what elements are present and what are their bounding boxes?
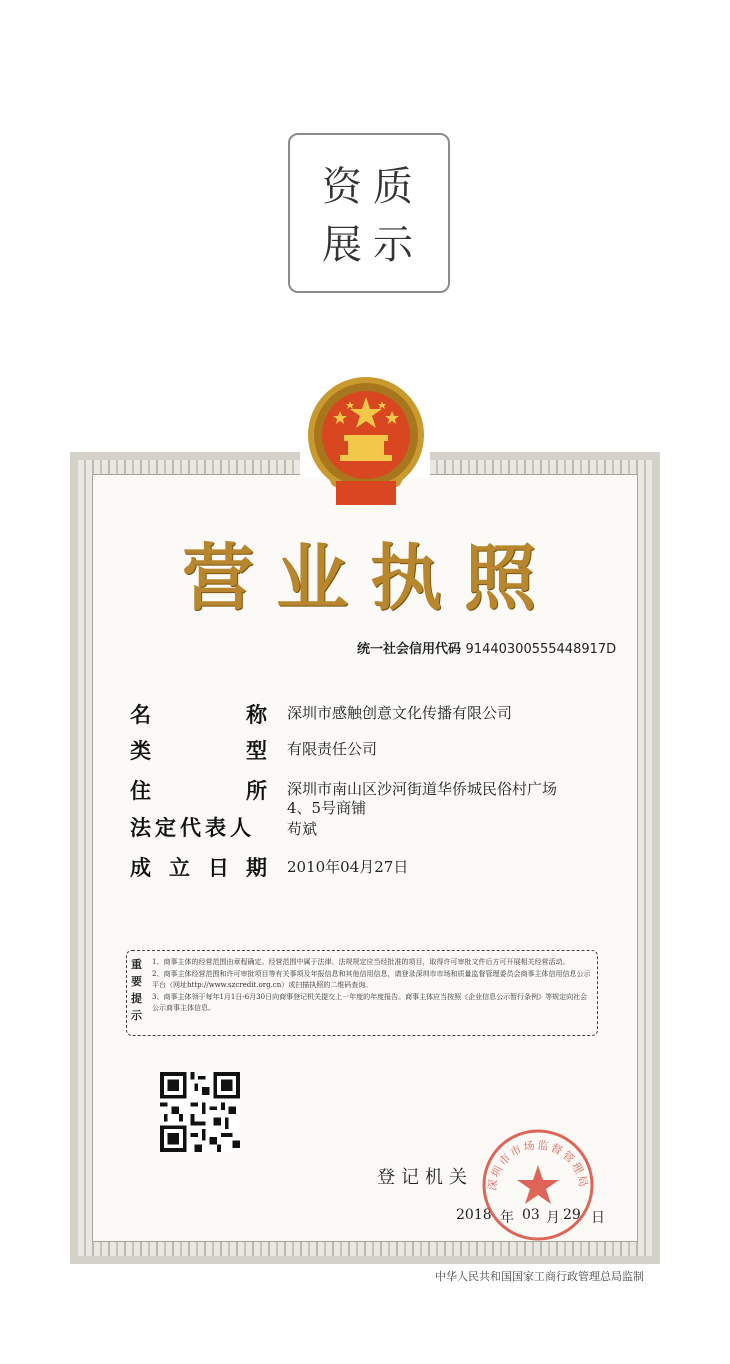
section-label-box <box>288 133 450 293</box>
field-value-name: 深圳市感触创意文化传播有限公司 <box>287 704 513 722</box>
label-char-3: 展 <box>322 222 362 268</box>
field-value-address <box>287 780 597 818</box>
note-item: 1、商事主体的经营范围由章程确定。经营范围中属于法律、法规规定应当经批准的项目，取得许可审批文件后方可开展相关经营活动。 <box>152 958 570 966</box>
label-char-1: 资 <box>322 164 362 210</box>
date-day-unit: 日 <box>591 1210 605 1226</box>
footer-supervision-note: 中华人民共和国国家工商行政管理总局监制 <box>435 1270 644 1283</box>
notes-heading: 重要提示 <box>131 958 142 1022</box>
label-char-4: 示 <box>373 222 413 268</box>
notes-text <box>152 957 592 1015</box>
official-seal-icon <box>478 1125 598 1245</box>
date-month-unit: 月 <box>546 1210 560 1226</box>
license-title: 营业执照 <box>181 535 558 620</box>
national-emblem-icon <box>296 373 436 513</box>
credit-code-label: 统一社会信用代码 <box>357 642 462 657</box>
note-item: 2、商事主体经营范围和许可审批项目等有关事项及年报信息和其他信用信息，请登录深圳市市场和质量监督管理委员会商事主体信用信息公示平台（网址http://www.szcredit.org.cn）或扫描执照的二维码查询。 <box>152 969 591 989</box>
date-day: 29 <box>563 1207 581 1223</box>
field-value-type: 有限责任公司 <box>287 740 378 758</box>
date-month: 03 <box>522 1207 540 1223</box>
svg-text:深圳市市场监督管理局: 深圳市市场监督管理局 <box>485 1138 591 1192</box>
field-value-established: 2010年04月27日 <box>287 858 409 876</box>
date-year-unit: 年 <box>500 1210 514 1226</box>
address-line-2: 4、5号商铺 <box>287 799 367 817</box>
registration-authority-label: 登记机关 <box>377 1167 473 1188</box>
credit-code-line <box>357 638 616 657</box>
label-char-2: 质 <box>373 164 413 210</box>
credit-code-value: 91440300555448917D <box>465 642 617 657</box>
address-line-1: 深圳市南山区沙河街道华侨城民俗村广场 <box>287 780 558 798</box>
qr-code-icon <box>160 1072 240 1152</box>
date-year: 2018 <box>456 1207 492 1223</box>
note-item: 3、商事主体领于每年1月1日-6月30日向商事登记机关提交上一年度的年度报告。商事主体应当按照《企业信息公示暂行条例》等规定向社会公示商事主体信息。 <box>152 992 588 1012</box>
field-value-representative: 苟斌 <box>287 820 318 838</box>
